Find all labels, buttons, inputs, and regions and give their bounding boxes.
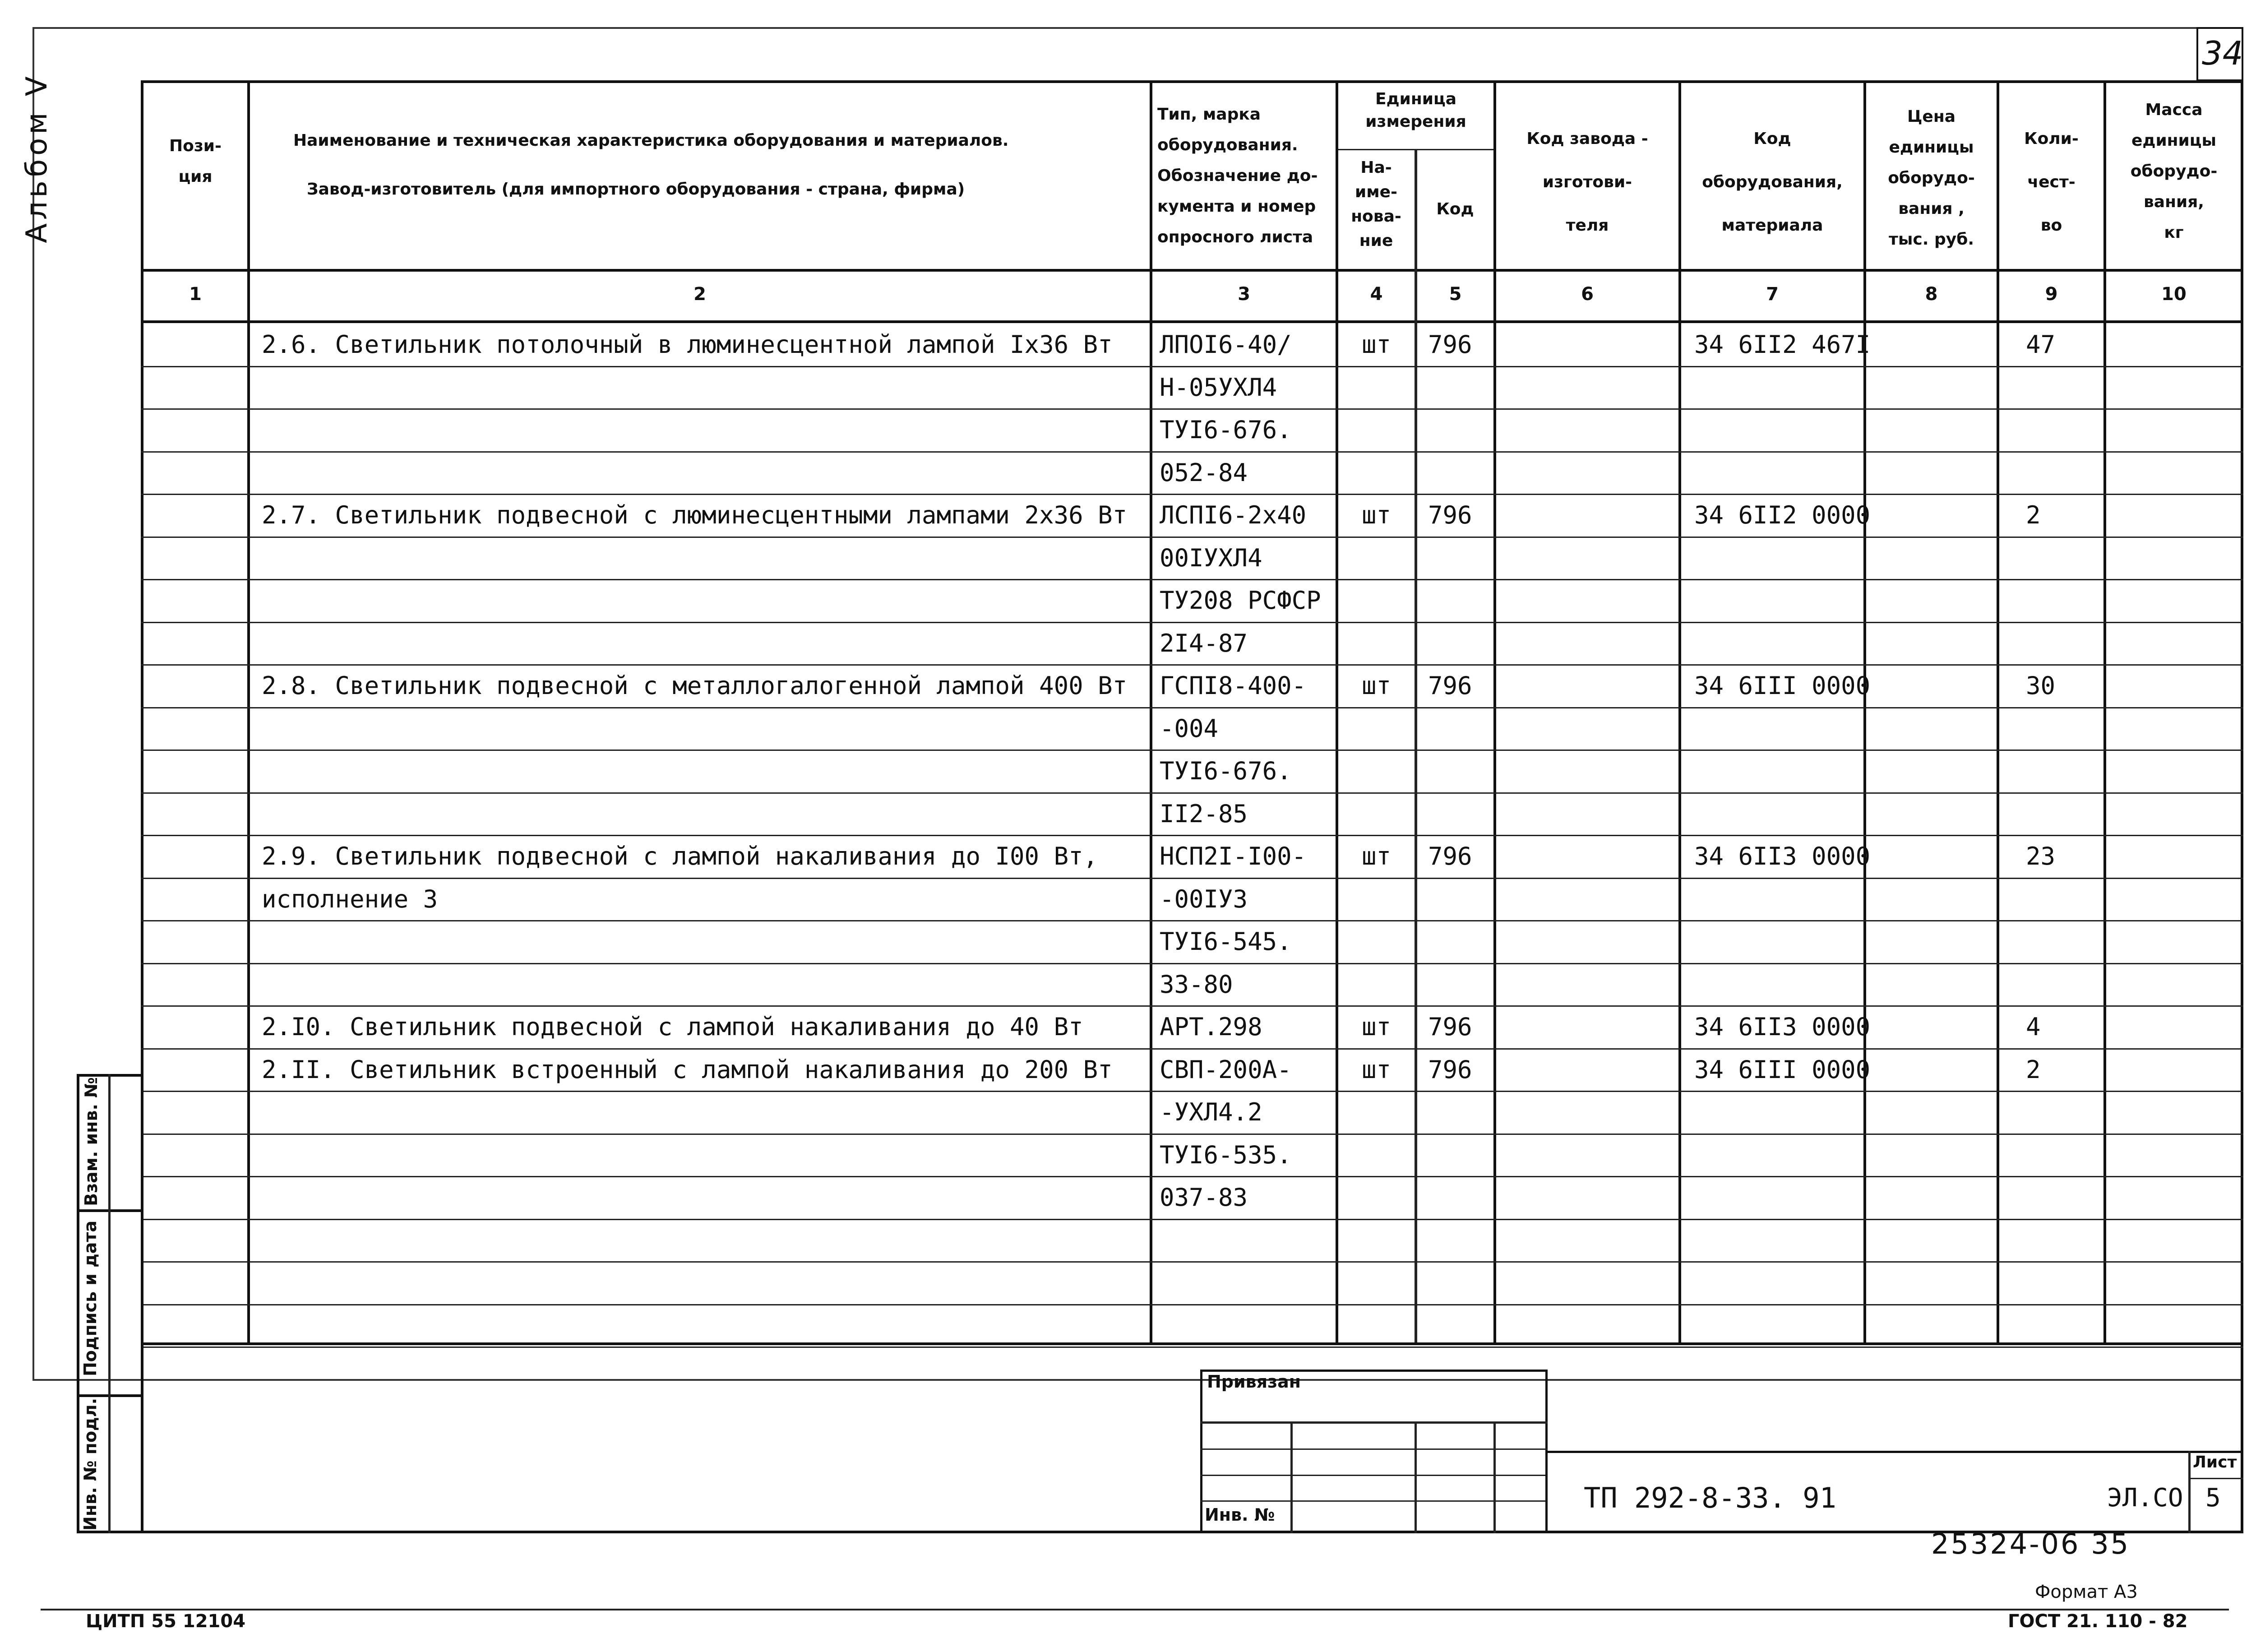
row-divider bbox=[141, 494, 2243, 495]
colnum-5: 5 bbox=[1449, 284, 1462, 305]
cell-qty: 2 bbox=[2026, 501, 2041, 529]
row-divider bbox=[141, 750, 2243, 751]
cell-code: 796 bbox=[1428, 1013, 1472, 1041]
colnum-10: 10 bbox=[2161, 284, 2187, 305]
cell-unit: шт bbox=[1361, 842, 1392, 870]
footer-rule bbox=[41, 1609, 2229, 1610]
privyazan-vline-3 bbox=[1493, 1421, 1496, 1533]
row-divider bbox=[141, 1304, 2243, 1305]
row-divider bbox=[141, 920, 2243, 921]
row-divider bbox=[141, 1347, 2243, 1348]
colnum-bottom-line bbox=[141, 320, 2243, 323]
header-c8: Цена единицы оборудо- вания , тыс. руб. bbox=[1888, 107, 1975, 249]
sheet-label-line bbox=[2188, 1478, 2243, 1479]
header-c1: Пози- ция bbox=[169, 137, 222, 186]
header-c5: Код bbox=[1436, 200, 1474, 218]
side-stamp-vzam: Взам. инв. № bbox=[81, 1077, 101, 1206]
privyazan-label: Привязан bbox=[1207, 1372, 1301, 1392]
cell-mat: 34 6II2 467I bbox=[1694, 330, 1871, 359]
cell-name: 2.II. Светильник встроенный с лампой накаливания до 200 Вт bbox=[262, 1055, 1113, 1084]
header-c4: На- име- нова- ние bbox=[1351, 158, 1401, 250]
row-divider bbox=[141, 1176, 2243, 1177]
page-number: 34 bbox=[2202, 34, 2243, 72]
privyazan-vline-1 bbox=[1290, 1421, 1293, 1533]
header-c3: Тип, марка оборудования. Обозначение до- кумента и номер опросного листа bbox=[1157, 105, 1318, 246]
cell-name: 2.8. Светильник подвесной с металлогалогенной лампой 400 Вт bbox=[262, 671, 1128, 700]
cell-type: ГСПI8-400- bbox=[1160, 671, 1307, 700]
cell-type: АРТ.298 bbox=[1160, 1013, 1262, 1041]
colnum-1: 1 bbox=[189, 284, 202, 305]
cell-code: 796 bbox=[1428, 330, 1472, 359]
row-divider bbox=[141, 878, 2243, 879]
cell-type: ТУ208 РСФСР bbox=[1160, 586, 1321, 615]
row-divider bbox=[141, 1048, 2243, 1050]
row-divider bbox=[141, 1134, 2243, 1135]
side-stamp-inner bbox=[108, 1074, 111, 1533]
cell-unit: шт bbox=[1361, 671, 1392, 700]
cell-type: 00IУХЛ4 bbox=[1160, 543, 1262, 572]
cell-name: 2.6. Светильник потолочный в люминесцентной лампой Iх36 Вт bbox=[262, 330, 1113, 359]
cell-mat: 34 6II2 0000 bbox=[1694, 501, 1871, 529]
row-divider bbox=[141, 792, 2243, 794]
cell-type: II2-85 bbox=[1160, 799, 1248, 828]
cell-type: 052-84 bbox=[1160, 458, 1248, 487]
cell-type: -00IУЗ bbox=[1160, 884, 1248, 913]
gost-label: ГОСТ 21. 110 - 82 bbox=[2008, 1611, 2188, 1632]
header-c9: Коли- чест- во bbox=[2024, 130, 2079, 235]
row-divider bbox=[141, 707, 2243, 708]
sheet-label: Лист bbox=[2193, 1453, 2237, 1472]
cell-unit: шт bbox=[1361, 1055, 1392, 1084]
cell-code: 796 bbox=[1428, 1055, 1472, 1084]
row-divider bbox=[141, 408, 2243, 410]
row-divider bbox=[141, 1261, 2243, 1263]
cell-type: 037-83 bbox=[1160, 1183, 1248, 1212]
cell-mat: 34 6III 0000 bbox=[1694, 671, 1871, 700]
handwritten-number: 25324-06 35 bbox=[1931, 1527, 2131, 1560]
cell-name: 2.I0. Светильник подвесной с лампой накаливания до 40 Вт bbox=[262, 1013, 1083, 1041]
colnum-8: 8 bbox=[1925, 284, 1938, 305]
table-bottom-line bbox=[141, 1342, 2243, 1345]
cell-code: 796 bbox=[1428, 842, 1472, 870]
colnum-9: 9 bbox=[2045, 284, 2058, 305]
colnum-4: 4 bbox=[1370, 284, 1383, 305]
cell-type: ТУI6-545. bbox=[1160, 927, 1292, 956]
col-line-3 bbox=[1336, 80, 1338, 1344]
cell-type: 2I4-87 bbox=[1160, 629, 1248, 657]
cell-qty: 2 bbox=[2026, 1055, 2041, 1084]
album-label: Альбом V bbox=[20, 73, 54, 243]
cell-type: Н-05УХЛ4 bbox=[1160, 373, 1277, 402]
row-divider bbox=[141, 1219, 2243, 1220]
colnum-6: 6 bbox=[1581, 284, 1594, 305]
col-line-9 bbox=[2103, 80, 2106, 1344]
row-divider bbox=[141, 1091, 2243, 1092]
cell-mat: 34 6II3 0000 bbox=[1694, 842, 1871, 870]
col-line-6 bbox=[1678, 80, 1681, 1344]
cell-name: исполнение 3 bbox=[262, 884, 438, 913]
cell-name: 2.9. Светильник подвесной с лампой накаливания до I00 Вт, bbox=[262, 842, 1098, 870]
row-divider bbox=[141, 451, 2243, 453]
cell-type: -004 bbox=[1160, 714, 1219, 743]
cell-mat: 34 6II3 0000 bbox=[1694, 1013, 1871, 1041]
cell-qty: 23 bbox=[2026, 842, 2056, 870]
colnum-7: 7 bbox=[1766, 284, 1779, 305]
row-divider bbox=[141, 579, 2243, 580]
col-line-4 bbox=[1415, 149, 1417, 1344]
col-line-5 bbox=[1493, 80, 1496, 1344]
cell-type: ЛСПI6-2х40 bbox=[1160, 501, 1307, 529]
cell-code: 796 bbox=[1428, 671, 1472, 700]
side-stamp-inv-podl: Инв. № подл. bbox=[80, 1397, 100, 1531]
cell-unit: шт bbox=[1361, 330, 1392, 359]
cell-type: СВП-200А- bbox=[1160, 1055, 1292, 1084]
row-divider bbox=[141, 366, 2243, 367]
col-line-1 bbox=[247, 80, 250, 1344]
row-divider bbox=[141, 537, 2243, 538]
sheet-col-line bbox=[2188, 1451, 2191, 1533]
cell-mat: 34 6III 0000 bbox=[1694, 1055, 1871, 1084]
sheet-number: 5 bbox=[2205, 1483, 2221, 1513]
col-line-2 bbox=[1150, 80, 1152, 1344]
inv-no-label: Инв. № bbox=[1205, 1505, 1275, 1525]
cell-type: ТУI6-676. bbox=[1160, 416, 1292, 444]
section-code: ЭЛ.СО bbox=[2107, 1483, 2183, 1513]
cell-qty: 47 bbox=[2026, 330, 2056, 359]
cell-name: 2.7. Светильник подвесной с люминесцентными лампами 2х36 Вт bbox=[262, 501, 1128, 529]
col-line-8 bbox=[1997, 80, 1999, 1344]
row-divider bbox=[141, 664, 2243, 666]
row-divider bbox=[141, 835, 2243, 836]
cell-type: 33-80 bbox=[1160, 970, 1233, 999]
cell-type: ЛПОI6-40/ bbox=[1160, 330, 1292, 359]
doc-code: ТП 292-8-33. 91 bbox=[1584, 1481, 1836, 1514]
colnum-3: 3 bbox=[1238, 284, 1250, 305]
col-line-7 bbox=[1863, 80, 1866, 1344]
cell-qty: 30 bbox=[2026, 671, 2056, 700]
privyazan-vline-2 bbox=[1415, 1421, 1417, 1533]
format-label: Формат А3 bbox=[2035, 1582, 2138, 1602]
cell-type: ТУI6-535. bbox=[1160, 1140, 1292, 1169]
header-c2: Наименование и техническая характеристика оборудования и материалов. Завод-изготовитель (для импортного оборудования - страна, фирма) bbox=[293, 131, 1009, 199]
cell-unit: шт bbox=[1361, 1013, 1392, 1041]
cell-unit: шт bbox=[1361, 501, 1392, 529]
row-divider bbox=[141, 1005, 2243, 1007]
cell-code: 796 bbox=[1428, 501, 1472, 529]
row-divider bbox=[141, 963, 2243, 964]
header-c10: Масса единицы оборудо- вания, кг bbox=[2130, 101, 2218, 242]
header-c6: Код завода - изготови- теля bbox=[1526, 130, 1648, 235]
row-divider bbox=[141, 622, 2243, 623]
citp-label: ЦИТП 55 12104 bbox=[86, 1611, 246, 1632]
side-stamp-podpis: Подпись и дата bbox=[80, 1220, 100, 1376]
header-c7: Код оборудования, материала bbox=[1702, 130, 1843, 235]
cell-type: ТУI6-676. bbox=[1160, 757, 1292, 785]
colnum-2: 2 bbox=[693, 284, 706, 305]
cell-type: -УХЛ4.2 bbox=[1160, 1098, 1262, 1126]
cell-qty: 4 bbox=[2026, 1013, 2041, 1041]
cell-type: НСП2I-I00- bbox=[1160, 842, 1307, 870]
header-c45: Единица измерения bbox=[1365, 90, 1466, 131]
